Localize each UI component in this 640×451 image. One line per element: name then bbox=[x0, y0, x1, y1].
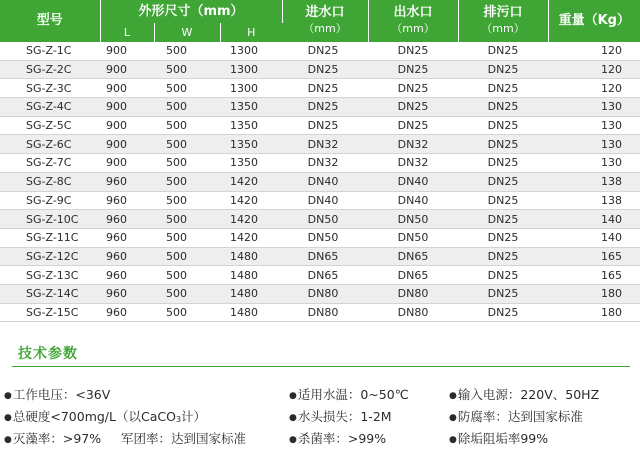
header-drain-unit: （mm） bbox=[481, 22, 525, 35]
cell-width: 500 bbox=[154, 228, 220, 247]
cell-inlet: DN40 bbox=[282, 191, 368, 210]
spec-bacteria-group-text: 军团率：达到国家标准 bbox=[121, 431, 247, 446]
bullet-icon: ● bbox=[449, 435, 457, 445]
cell-drain: DN25 bbox=[458, 98, 548, 117]
cell-width: 500 bbox=[154, 79, 220, 98]
spec-anticorrosion-text: 防腐率：达到国家标准 bbox=[457, 409, 583, 424]
cell-width: 500 bbox=[154, 60, 220, 79]
cell-height: 1300 bbox=[220, 42, 282, 60]
cell-drain: DN25 bbox=[458, 284, 548, 303]
table-row bbox=[0, 266, 640, 285]
cell-width: 500 bbox=[154, 98, 220, 117]
spec-water-temp bbox=[289, 387, 409, 404]
cell-model: SG-Z-15C bbox=[0, 303, 100, 322]
cell-width: 500 bbox=[154, 266, 220, 285]
cell-length: 900 bbox=[100, 154, 154, 173]
cell-model: SG-Z-12C bbox=[0, 247, 100, 266]
cell-model: SG-Z-10C bbox=[0, 210, 100, 229]
cell-inlet: DN25 bbox=[282, 79, 368, 98]
table-row bbox=[0, 172, 640, 191]
cell-outlet: DN25 bbox=[368, 116, 458, 135]
cell-inlet: DN80 bbox=[282, 303, 368, 322]
spec-hardness-tail: 计） bbox=[181, 409, 207, 424]
table-row bbox=[0, 303, 640, 322]
cell-model: SG-Z-4C bbox=[0, 98, 100, 117]
cell-drain: DN25 bbox=[458, 266, 548, 285]
cell-inlet: DN32 bbox=[282, 154, 368, 173]
cell-length: 960 bbox=[100, 228, 154, 247]
cell-weight: 180 bbox=[548, 284, 640, 303]
cell-weight: 130 bbox=[548, 154, 640, 173]
cell-inlet: DN25 bbox=[282, 98, 368, 117]
cell-inlet: DN80 bbox=[282, 284, 368, 303]
bullet-icon: ● bbox=[449, 413, 457, 423]
cell-length: 900 bbox=[100, 116, 154, 135]
spec-descaling-text: 除垢阻垢率99% bbox=[457, 431, 549, 446]
table-row bbox=[0, 116, 640, 135]
spec-descaling bbox=[449, 431, 548, 448]
cell-width: 500 bbox=[154, 116, 220, 135]
table-row bbox=[0, 60, 640, 79]
bullet-icon: ● bbox=[289, 391, 297, 401]
spec-table-header bbox=[0, 0, 640, 42]
cell-weight: 138 bbox=[548, 172, 640, 191]
table-row bbox=[0, 247, 640, 266]
bullet-icon: ● bbox=[289, 435, 297, 445]
cell-length: 960 bbox=[100, 303, 154, 322]
bullet-icon: ● bbox=[4, 413, 12, 423]
cell-drain: DN25 bbox=[458, 172, 548, 191]
spec-sterilization-text: 杀菌率：>99% bbox=[297, 431, 387, 446]
cell-length: 960 bbox=[100, 266, 154, 285]
cell-outlet: DN65 bbox=[368, 266, 458, 285]
header-model: 型号 bbox=[0, 0, 100, 42]
cell-length: 960 bbox=[100, 247, 154, 266]
spec-voltage bbox=[4, 387, 110, 404]
cell-weight: 165 bbox=[548, 247, 640, 266]
header-dim-l: L bbox=[100, 23, 154, 42]
cell-drain: DN25 bbox=[458, 154, 548, 173]
cell-height: 1420 bbox=[220, 210, 282, 229]
cell-length: 900 bbox=[100, 42, 154, 60]
cell-width: 500 bbox=[154, 135, 220, 154]
header-dimensions: 外形尺寸（mm） bbox=[100, 0, 282, 23]
spec-power-input bbox=[449, 387, 599, 404]
cell-inlet: DN50 bbox=[282, 228, 368, 247]
cell-weight: 130 bbox=[548, 98, 640, 117]
cell-length: 900 bbox=[100, 60, 154, 79]
cell-width: 500 bbox=[154, 154, 220, 173]
spec-algae-text: 灭藻率：>97% bbox=[12, 431, 102, 446]
cell-length: 900 bbox=[100, 135, 154, 154]
bullet-icon: ● bbox=[449, 391, 457, 401]
cell-outlet: DN40 bbox=[368, 191, 458, 210]
header-outlet-unit: （mm） bbox=[391, 22, 435, 35]
header-outlet bbox=[368, 0, 458, 42]
spec-power-input-text: 输入电源：220V、50HZ bbox=[457, 387, 600, 402]
spec-water-temp-text: 适用水温：0~50℃ bbox=[297, 387, 409, 402]
cell-weight: 120 bbox=[548, 79, 640, 98]
cell-inlet: DN40 bbox=[282, 172, 368, 191]
cell-outlet: DN65 bbox=[368, 247, 458, 266]
cell-model: SG-Z-7C bbox=[0, 154, 100, 173]
cell-outlet: DN50 bbox=[368, 210, 458, 229]
table-row bbox=[0, 154, 640, 173]
cell-weight: 180 bbox=[548, 303, 640, 322]
header-inlet bbox=[282, 0, 368, 42]
cell-length: 900 bbox=[100, 98, 154, 117]
cell-model: SG-Z-11C bbox=[0, 228, 100, 247]
cell-length: 960 bbox=[100, 191, 154, 210]
spec-head-loss bbox=[289, 409, 392, 426]
cell-height: 1480 bbox=[220, 303, 282, 322]
bullet-icon: ● bbox=[289, 413, 297, 423]
cell-width: 500 bbox=[154, 247, 220, 266]
cell-drain: DN25 bbox=[458, 60, 548, 79]
cell-width: 500 bbox=[154, 42, 220, 60]
bullet-icon: ● bbox=[4, 435, 12, 445]
header-outlet-label: 出水口 bbox=[393, 5, 433, 20]
cell-inlet: DN65 bbox=[282, 266, 368, 285]
cell-weight: 138 bbox=[548, 191, 640, 210]
cell-outlet: DN25 bbox=[368, 42, 458, 60]
cell-height: 1350 bbox=[220, 135, 282, 154]
cell-weight: 120 bbox=[548, 42, 640, 60]
header-inlet-label: 进水口 bbox=[305, 5, 345, 20]
cell-height: 1480 bbox=[220, 284, 282, 303]
cell-weight: 165 bbox=[548, 266, 640, 285]
spec-algae bbox=[4, 431, 101, 448]
cell-model: SG-Z-6C bbox=[0, 135, 100, 154]
cell-outlet: DN80 bbox=[368, 303, 458, 322]
cell-drain: DN25 bbox=[458, 135, 548, 154]
cell-height: 1300 bbox=[220, 60, 282, 79]
spec-voltage-text: 工作电压：<36V bbox=[12, 387, 111, 402]
cell-width: 500 bbox=[154, 303, 220, 322]
cell-outlet: DN25 bbox=[368, 60, 458, 79]
cell-height: 1350 bbox=[220, 98, 282, 117]
cell-inlet: DN50 bbox=[282, 210, 368, 229]
cell-drain: DN25 bbox=[458, 116, 548, 135]
cell-outlet: DN40 bbox=[368, 172, 458, 191]
spec-hardness bbox=[4, 409, 206, 428]
cell-height: 1420 bbox=[220, 191, 282, 210]
cell-length: 960 bbox=[100, 210, 154, 229]
spec-bacteria-group bbox=[121, 431, 246, 447]
cell-outlet: DN50 bbox=[368, 228, 458, 247]
spec-hardness-subscript: 3 bbox=[175, 415, 182, 424]
spec-anticorrosion bbox=[449, 409, 583, 426]
table-row bbox=[0, 228, 640, 247]
table-row bbox=[0, 79, 640, 98]
cell-height: 1350 bbox=[220, 154, 282, 173]
cell-drain: DN25 bbox=[458, 247, 548, 266]
cell-height: 1300 bbox=[220, 79, 282, 98]
cell-model: SG-Z-3C bbox=[0, 79, 100, 98]
cell-outlet: DN32 bbox=[368, 154, 458, 173]
table-row bbox=[0, 210, 640, 229]
cell-height: 1480 bbox=[220, 266, 282, 285]
table-row bbox=[0, 98, 640, 117]
cell-drain: DN25 bbox=[458, 79, 548, 98]
cell-model: SG-Z-9C bbox=[0, 191, 100, 210]
tech-params-divider bbox=[12, 366, 630, 367]
cell-drain: DN25 bbox=[458, 210, 548, 229]
cell-inlet: DN25 bbox=[282, 116, 368, 135]
cell-width: 500 bbox=[154, 210, 220, 229]
cell-model: SG-Z-1C bbox=[0, 42, 100, 60]
cell-model: SG-Z-2C bbox=[0, 60, 100, 79]
cell-height: 1420 bbox=[220, 228, 282, 247]
cell-weight: 140 bbox=[548, 228, 640, 247]
cell-model: SG-Z-14C bbox=[0, 284, 100, 303]
cell-weight: 120 bbox=[548, 60, 640, 79]
cell-drain: DN25 bbox=[458, 228, 548, 247]
spec-sterilization bbox=[289, 431, 386, 448]
cell-outlet: DN25 bbox=[368, 79, 458, 98]
cell-outlet: DN80 bbox=[368, 284, 458, 303]
cell-inlet: DN25 bbox=[282, 60, 368, 79]
header-weight: 重量（Kg） bbox=[548, 0, 640, 42]
cell-drain: DN25 bbox=[458, 303, 548, 322]
cell-model: SG-Z-5C bbox=[0, 116, 100, 135]
header-inlet-unit: （mm） bbox=[303, 22, 347, 35]
cell-length: 960 bbox=[100, 172, 154, 191]
tech-params-title: 技术参数 bbox=[18, 346, 78, 362]
cell-inlet: DN25 bbox=[282, 42, 368, 60]
spec-table-body bbox=[0, 42, 640, 322]
cell-height: 1420 bbox=[220, 172, 282, 191]
table-row bbox=[0, 191, 640, 210]
header-drain bbox=[458, 0, 548, 42]
cell-inlet: DN65 bbox=[282, 247, 368, 266]
table-row bbox=[0, 42, 640, 60]
table-row bbox=[0, 284, 640, 303]
cell-length: 900 bbox=[100, 79, 154, 98]
bullet-icon: ● bbox=[4, 391, 12, 401]
header-dim-h: H bbox=[220, 23, 282, 42]
cell-weight: 140 bbox=[548, 210, 640, 229]
cell-width: 500 bbox=[154, 191, 220, 210]
cell-width: 500 bbox=[154, 284, 220, 303]
cell-height: 1480 bbox=[220, 247, 282, 266]
cell-outlet: DN25 bbox=[368, 98, 458, 117]
spec-head-loss-text: 水头损失：1-2M bbox=[297, 409, 392, 424]
cell-inlet: DN32 bbox=[282, 135, 368, 154]
header-drain-label: 排污口 bbox=[483, 5, 523, 20]
cell-weight: 130 bbox=[548, 116, 640, 135]
cell-width: 500 bbox=[154, 172, 220, 191]
cell-length: 960 bbox=[100, 284, 154, 303]
cell-drain: DN25 bbox=[458, 191, 548, 210]
cell-outlet: DN32 bbox=[368, 135, 458, 154]
table-row bbox=[0, 135, 640, 154]
cell-weight: 130 bbox=[548, 135, 640, 154]
header-dim-w: W bbox=[154, 23, 220, 42]
cell-drain: DN25 bbox=[458, 42, 548, 60]
cell-model: SG-Z-13C bbox=[0, 266, 100, 285]
spec-hardness-text: 总硬度<700mg/L（以CaCO bbox=[12, 409, 176, 424]
cell-height: 1350 bbox=[220, 116, 282, 135]
cell-model: SG-Z-8C bbox=[0, 172, 100, 191]
